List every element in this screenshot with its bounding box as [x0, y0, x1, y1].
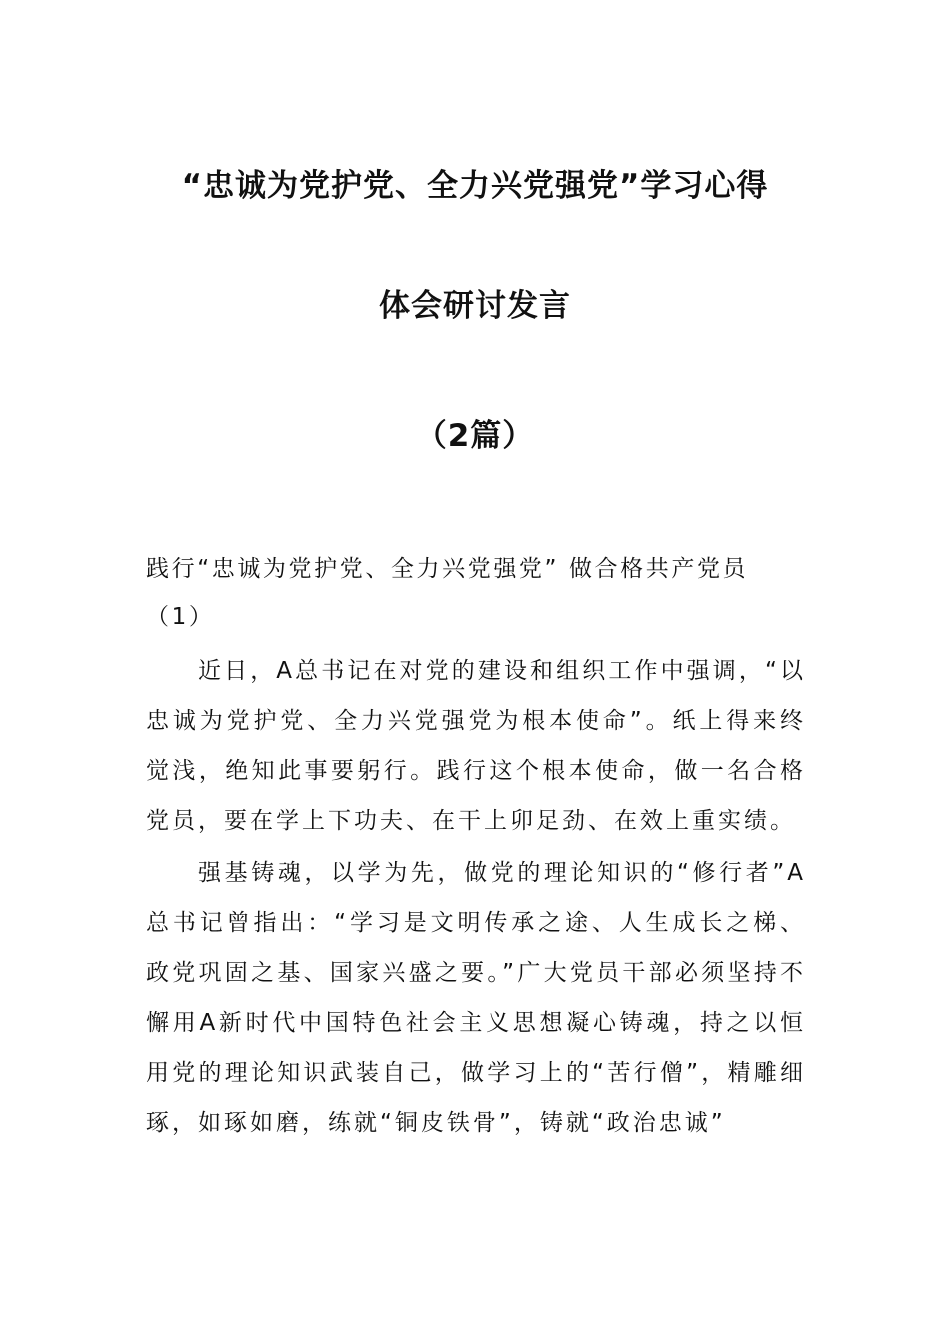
section-number: （1）: [146, 604, 215, 630]
document-title-line2: 体会研讨发言: [379, 288, 571, 324]
body-paragraph-1: 近日，A总书记在对党的建设和组织工作中强调，“以忠诚为党护党、全力兴党强党为根本使命”。纸上得来终觉浅，绝知此事要躬行。践行这个根本使命，做一名合格党员，要在学上下功夫、在干上卯足劲、在效上重实绩。: [146, 658, 806, 834]
document-title-line1: “忠诚为党护党、全力兴党强党”学习心得: [181, 168, 769, 204]
document-title-count: （2篇）: [415, 418, 535, 454]
section-heading: 践行“忠诚为党护党、全力兴党强党” 做合格共产党员: [146, 556, 749, 582]
body-paragraph-2: 强基铸魂，以学为先，做党的理论知识的“修行者”A总书记曾指出：“学习是文明传承之途、人生成长之梯、政党巩固之基、国家兴盛之要。”广大党员干部必须坚持不懈用A新时代中国特色社会主义思想凝心铸魂，持之以恒用党的理论知识武装自己，做学习上的“苦行僧”，精雕细琢，如琢如磨，练就“铜皮铁骨”，铸就“政治忠诚”: [146, 860, 806, 1136]
